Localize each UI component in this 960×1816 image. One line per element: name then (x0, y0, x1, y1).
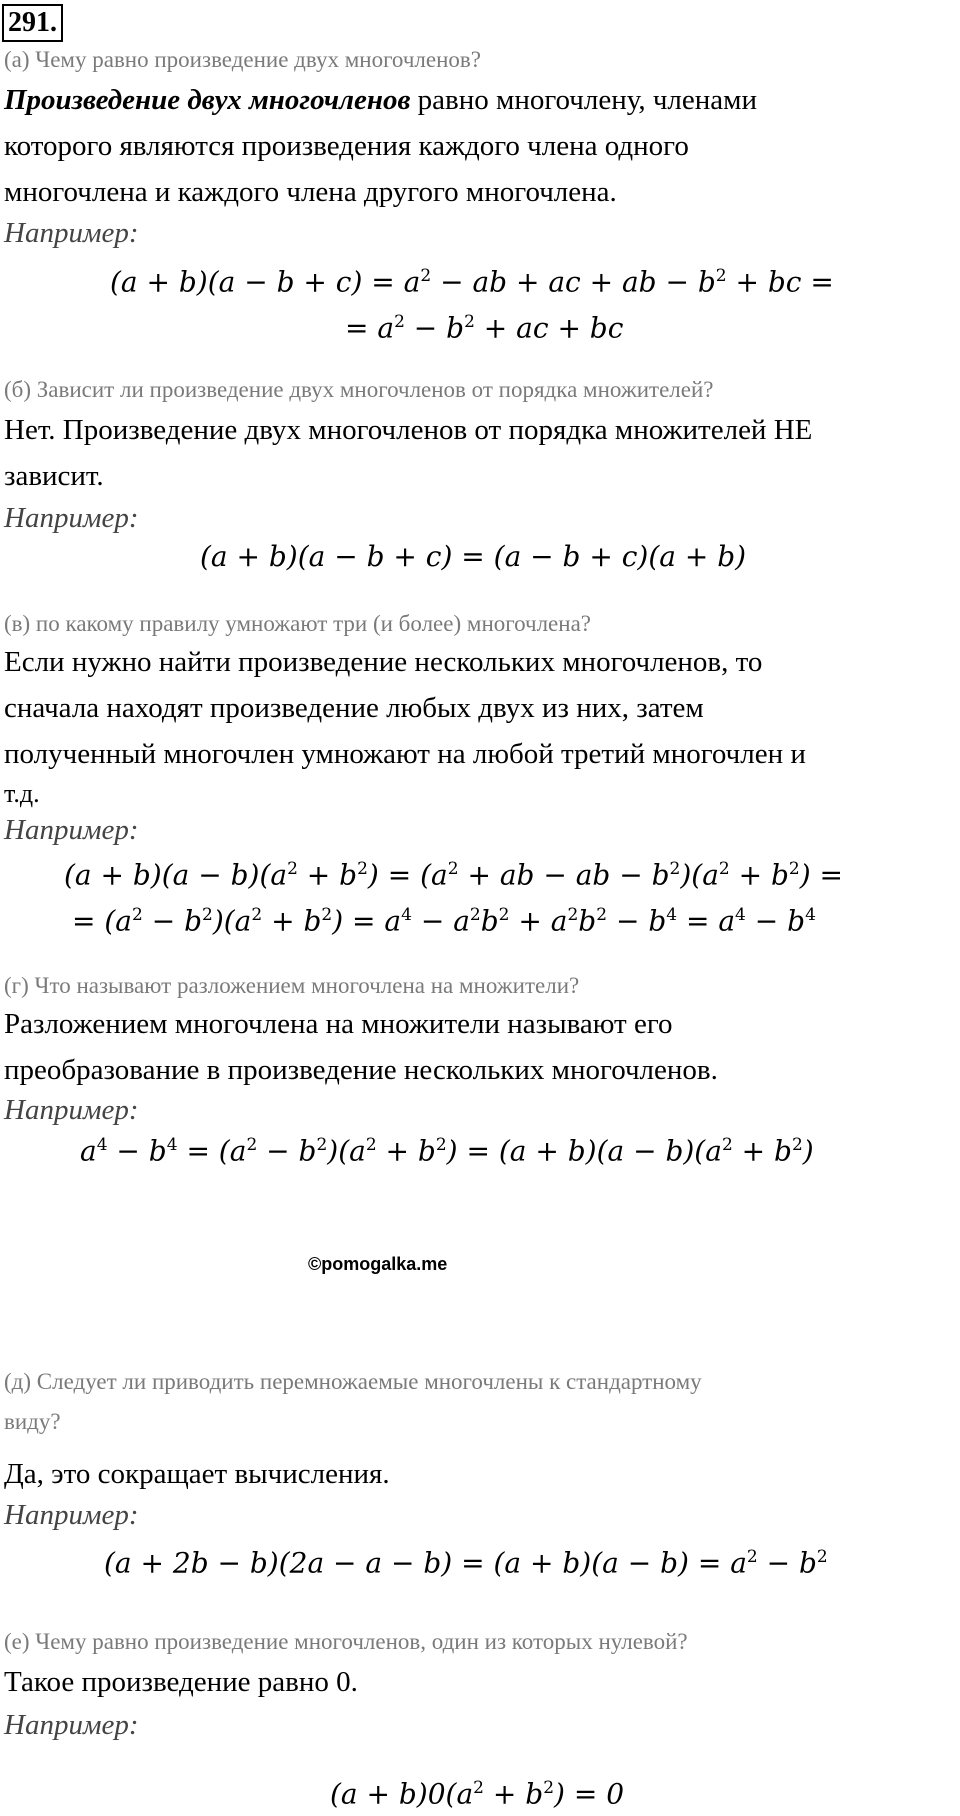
answer-e-line1: Да, это сокращает вычисления. (4, 1458, 390, 1490)
answer-b-line1: Нет. Произведение двух многочленов от порядка множителей НЕ (4, 414, 813, 446)
example-label-b: Например: (4, 502, 139, 534)
answer-d-line2: преобразование в произведение нескольких многочленов. (4, 1054, 718, 1086)
answer-a-line1-rest: равно многочлену, членами (410, 84, 758, 116)
answer-d-line1: Разложением многочлена на множители называют его (4, 1008, 673, 1040)
question-b: (б) Зависит ли произведение двух многочленов от порядка множителей? (4, 377, 714, 402)
formula-e: $(a + 2b - b)(2a - a - b) = (a + b)(a - b) = a^2 - b^2$ (104, 1546, 828, 1580)
formula-d: $a^4 - b^4 = (a^2 - b^2)(a^2 + b^2) = (a + b)(a - b)(a^2 + b^2)$ (80, 1134, 814, 1168)
question-e-line2: виду? (4, 1409, 61, 1434)
answer-a-line3: многочлена и каждого члена другого многочлена. (4, 176, 617, 208)
question-e-line1: (д) Следует ли приводить перемножаемые многочлены к стандартному (4, 1369, 702, 1394)
bold-term: Произведение двух многочленов (4, 84, 411, 116)
answer-c-line1: Если нужно найти произведение нескольких многочленов, то (4, 646, 763, 678)
problem-number: 291. (2, 4, 63, 42)
formula-f: $(a + b)0(a^2 + b^2) = 0$ (330, 1777, 625, 1811)
question-c: (в) по какому правилу умножают три (и более) многочлена? (4, 611, 591, 636)
formula-b-visible: (a + b)(a − b + c) = (a − b + c)(a + b) (200, 540, 747, 573)
question-f: (е) Чему равно произведение многочленов, один из которых нулевой? (4, 1629, 688, 1654)
formula-c-line2: = $(a^2 - b^2)(a^2 + b^2) = a^4 - a^2b^2 + a^2b^2 - b^4 = a^4 - b^4$ (72, 904, 816, 938)
watermark: ©pomogalka.me (308, 1254, 448, 1274)
answer-a-line1 (4, 78, 757, 122)
example-label-e: Например: (4, 1499, 139, 1531)
formula-a-line2: = $a^2 - b^2$ + ac + bc (345, 311, 624, 345)
formula-c-line1: $(a + b)(a - b)(a^2 + b^2) = (a^2$ + ab − ab − $b^2)(a^2 + b^2)$ = (64, 858, 844, 892)
example-label-d: Например: (4, 1094, 139, 1126)
example-label-f: Например: (4, 1709, 139, 1741)
answer-a-line2: которого являются произведения каждого члена одного (4, 130, 689, 162)
example-label-c: Например: (4, 814, 139, 846)
answer-c-line3: полученный многочлен умножают на любой третий многочлен и (4, 738, 806, 770)
answer-c-line4: т.д. (4, 779, 40, 808)
question-d: (г) Что называют разложением многочлена на множители? (4, 973, 580, 998)
answer-c-line2: сначала находят произведение любых двух из них, затем (4, 692, 704, 724)
answer-b-line2: зависит. (4, 460, 104, 492)
question-a: (а) Чему равно произведение двух многочленов? (4, 47, 481, 72)
answer-f-line1: Такое произведение равно 0. (4, 1666, 358, 1698)
formula-a-line1: $(a + b)(a - b + c) = a^2$ − ab + ac + ab − $b^2$ + bc = (110, 265, 834, 299)
example-label-a: Например: (4, 217, 139, 249)
